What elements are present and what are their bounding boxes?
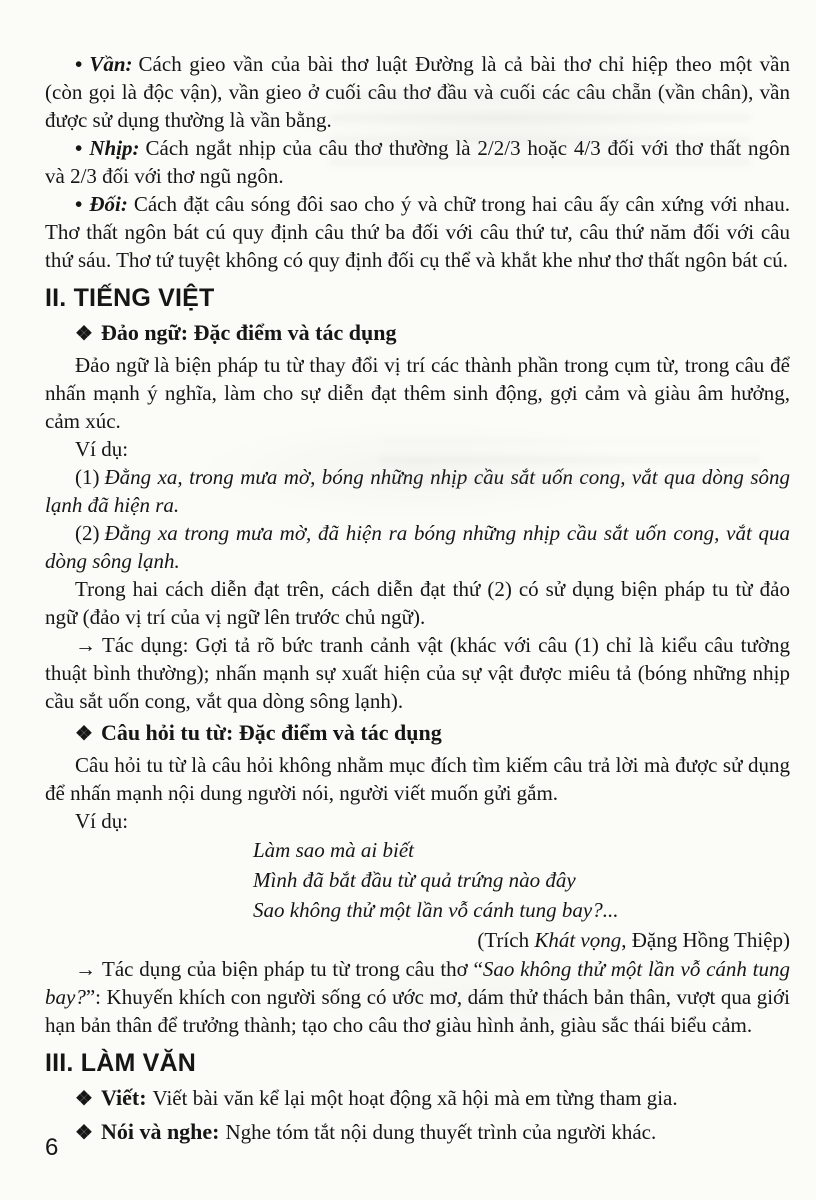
dao-ngu-example-label: Ví dụ: [75, 437, 129, 461]
diamond-icon: ❖ [75, 1122, 93, 1144]
dao-ngu-analysis: Trong hai cách diễn đạt trên, cách diễn đạt thứ (2) có sử dụng biện pháp tu từ đảo ngữ (đảo vị trí của vị ngữ lên trước chủ ngữ). [45, 577, 790, 629]
section-heading-lam-van: III. LÀM VĂN [45, 1049, 197, 1077]
citation-work-title: Khát vọng [534, 928, 622, 952]
bullet-nhip [45, 134, 790, 190]
dao-ngu-definition: Đảo ngữ là biện pháp tu từ thay đổi vị trí các thành phần trong cụm từ, trong câu để nhấn mạnh ý nghĩa, làm cho sự diễn đạt thêm sinh động, gợi cảm và giàu âm hưởng, cảm xúc. [45, 353, 790, 433]
bullet-doi [45, 190, 790, 274]
lam-van-noi-text: Nghe tóm tắt nội dung thuyết trình của người khác. [225, 1120, 657, 1144]
poem-line: Mình đã bắt đầu từ quả trứng nào đây [253, 868, 576, 892]
bullet-van-text: Cách gieo vần của bài thơ luật Đường là cả bài thơ chỉ hiệp theo một vần (còn gọi là độc vận), vần gieo ở cuối câu thơ đầu và cuối các câu chẵn (vần chân), vần được sử dụng thường là vần bằng. [45, 52, 790, 132]
lam-van-viet [45, 1083, 790, 1114]
example-1-text: Đằng xa, trong mưa mờ, bóng những nhịp cầu sắt uốn cong, vắt qua dòng sông lạnh đã hiện ra. [45, 465, 790, 517]
subheading-cau-hoi-text: Câu hỏi tu từ: Đặc điểm và tác dụng [100, 720, 442, 745]
poem-citation [45, 925, 790, 955]
subheading-dao-ngu [45, 318, 790, 349]
example-number: (1) [75, 465, 100, 489]
bullet-doi-text: Cách đặt câu sóng đôi sao cho ý và chữ trong hai câu ấy cân xứng với nhau. Thơ thất ngôn bát cú quy định câu thứ ba đối với câu thứ tư, câu thứ năm đối với câu thứ sáu. Thơ tứ tuyệt không có quy định đối cụ thể và khắt khe như thơ thất ngôn bát cú. [45, 192, 790, 272]
cau-hoi-effect-pre: Tác dụng của biện pháp tu từ trong câu thơ “ [102, 957, 483, 981]
bullet-icon: • [75, 52, 83, 76]
bullet-nhip-text: Cách ngắt nhịp của câu thơ thường là 2/2/3 hoặc 4/3 đối với thơ thất ngôn và 2/3 đối với thơ ngũ ngôn. [45, 136, 790, 188]
example-number: (2) [75, 521, 100, 545]
lam-van-viet-lead: Viết: [100, 1085, 147, 1110]
section-heading-tieng-viet: II. TIẾNG VIỆT [45, 284, 215, 312]
diamond-icon: ❖ [75, 323, 93, 345]
right-arrow-icon: → [75, 957, 96, 981]
citation-post: , Đặng Hồng Thiệp) [621, 928, 790, 952]
lam-van-noi-va-nghe [45, 1117, 790, 1148]
cau-hoi-effect-post: ”: Khuyến khích con người sống có ước mơ, dám thử thách bản thân, vượt qua giới hạn bản thân để trưởng thành; tạo cho câu thơ giàu hình ảnh, giàu sắc thái biểu cảm. [45, 985, 790, 1037]
dao-ngu-example-2 [45, 519, 790, 575]
cau-hoi-definition: Câu hỏi tu từ là câu hỏi không nhằm mục đích tìm kiếm câu trả lời mà được sử dụng để nhấn mạnh nội dung người nói, người viết muốn gửi gắm. [45, 753, 790, 805]
dao-ngu-example-1 [45, 463, 790, 519]
subheading-cau-hoi-tu-tu [45, 718, 790, 749]
bullet-icon: • [75, 136, 83, 160]
poem-line: Làm sao mà ai biết [253, 838, 415, 862]
bullet-van [45, 50, 790, 134]
citation-pre: (Trích [477, 928, 535, 952]
page-number: 6 [45, 1134, 59, 1161]
cau-hoi-example-label: Ví dụ: [75, 809, 129, 833]
bullet-doi-lead: Đối: [89, 192, 128, 216]
cau-hoi-effect [45, 955, 790, 1039]
right-arrow-icon: → [75, 633, 96, 657]
lam-van-viet-text: Viết bài văn kể lại một hoạt động xã hội mà em từng tham gia. [152, 1086, 678, 1110]
bullet-icon: • [75, 192, 83, 216]
cau-hoi-effect-quote: Sao không thử một lần vỗ cánh tung bay? [45, 957, 790, 1009]
diamond-icon: ❖ [75, 723, 93, 745]
diamond-icon: ❖ [75, 1088, 93, 1110]
poem-line: Sao không thử một lần vỗ cánh tung bay?... [253, 898, 619, 922]
dao-ngu-effect [45, 631, 790, 715]
dao-ngu-effect-text: Tác dụng: Gợi tả rõ bức tranh cảnh vật (khác với câu (1) chỉ là kiểu câu tường thuật bình thường); nhấn mạnh sự xuất hiện của sự vật được miêu tả (bóng những nhịp cầu sắt uốn cong, vắt qua dòng sông lạnh). [45, 633, 790, 713]
subheading-dao-ngu-text: Đảo ngữ: Đặc điểm và tác dụng [100, 320, 397, 345]
lam-van-noi-lead: Nói và nghe: [100, 1119, 220, 1144]
bullet-van-lead: Vần: [89, 52, 133, 76]
bullet-nhip-lead: Nhịp: [89, 136, 140, 160]
example-2-text: Đằng xa trong mưa mờ, đã hiện ra bóng những nhịp cầu sắt uốn cong, vắt qua dòng sông lạnh. [45, 521, 790, 573]
